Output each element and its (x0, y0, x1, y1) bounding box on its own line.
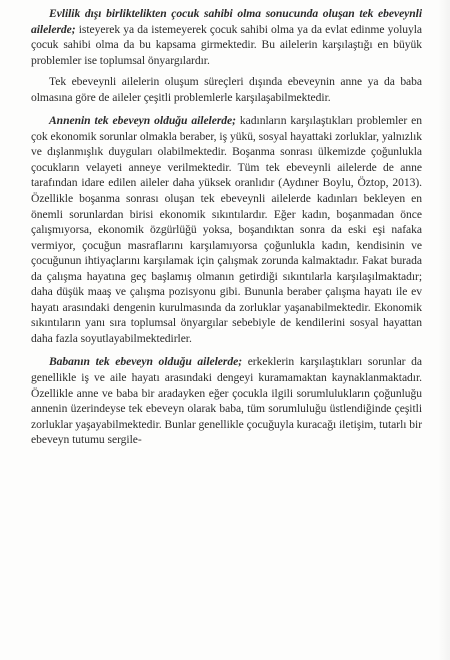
paragraph-father-headed (31, 354, 422, 447)
paragraph-lead: Evlilik dışı birliktelikten çocuk sahibi olma sonucunda oluşan tek ebeveynli ailelerde; (31, 7, 422, 36)
text-body (31, 6, 422, 456)
paragraph-out-of-wedlock (31, 6, 422, 68)
paragraph-lead: Babanın tek ebeveyn olduğu ailelerde; (49, 355, 243, 369)
paragraph-lead: Annenin tek ebeveyn olduğu ailelerde; (49, 114, 236, 128)
paragraph-text: erkeklerin karşılaştıkları sorunlar da genellikle iş ve aile hayatı arasındaki dengeyi kuramamaktan kaynaklanmaktadır. Özellikle anne ve baba bir aradayken eğer çocukla ilgili sorumlulukların çoğunluğu annenin üzerindeyse tek ebeveyn olarak baba, tüm sorumluluğu üstlendiğinde çeşitli zorluklar yaşayabilmektedir. Bunlar genellikle çocuğuyla kuracağı iletişim, tutarlı bir ebeveyn tutumu sergile- (31, 355, 422, 447)
paragraph-text: isteyerek ya da istemeyerek çocuk sahibi olma ya da evlat edinme yoluyla çocuk sahibi olma da bu kapsama girmektedir. Bu ailelerin karşılaştığı en büyük problemler ise toplumsal önyargılardır. (31, 22, 422, 67)
page-edge-shadow (438, 0, 450, 660)
paragraph-text: Tek ebeveynli ailelerin oluşum süreçleri dışında ebeveynin anne ya da baba olmasına göre de aileler çeşitli problemlerle karşılaşabilmektedir. (31, 75, 422, 104)
paragraph-text: kadınların karşılaştıkları problemler en çok ekonomik sorunlar olmakla beraber, iş yükü, sosyal hayattaki zorluklar, yalnızlık ve dışlanmışlık duyguları olabilmektedir. Boşanma sonrası ülkemizde çoğunlukla çocukların velayeti anneye verilmektedir. Tüm tek ebeveynli ailelerde de anne tarafından idare edilen aileler daha yüksek oranlıdır (Aydıner Boylu, Öztop, 2013). Özellikle boşanma sonrası oluşan tek ebeveynli ailelerde kadınları bekleyen en önemli sorunlardan birisi ekonomik sıkıntılardır. Eğer kadın, boşanmadan önce çalışmıyorsa, ekonomik özgürlüğü yoksa, boşandıktan sonra da eski eşi nafaka vermiyor, çocuğun masraflarını karşılamıyorsa çoğunlukla kadın, kendisinin ve çocuğunun ihtiyaçlarını karşılamak için çalışmak zorunda kalmaktadır. Fakat burada da çalışma hayatına geç başlamış olmanın getirdiği sıkıntılarla karşılaşılmaktadır; daha düşük maaş ve çalışma pozisyonu gibi. Bununla beraber çalışma hayatı ile ev hayatı arasındaki dengenin kurulmasında da zorluklar yaşanabilmektedir. Ekonomik sıkıntıların yanı sıra toplumsal önyargılar sebebiyle de kendilerini sosyal hayattan daha fazla soyutlayabilmektedirler. (31, 114, 422, 345)
paragraph-mother-headed (31, 113, 422, 346)
paragraph-parent-gender (31, 74, 422, 105)
